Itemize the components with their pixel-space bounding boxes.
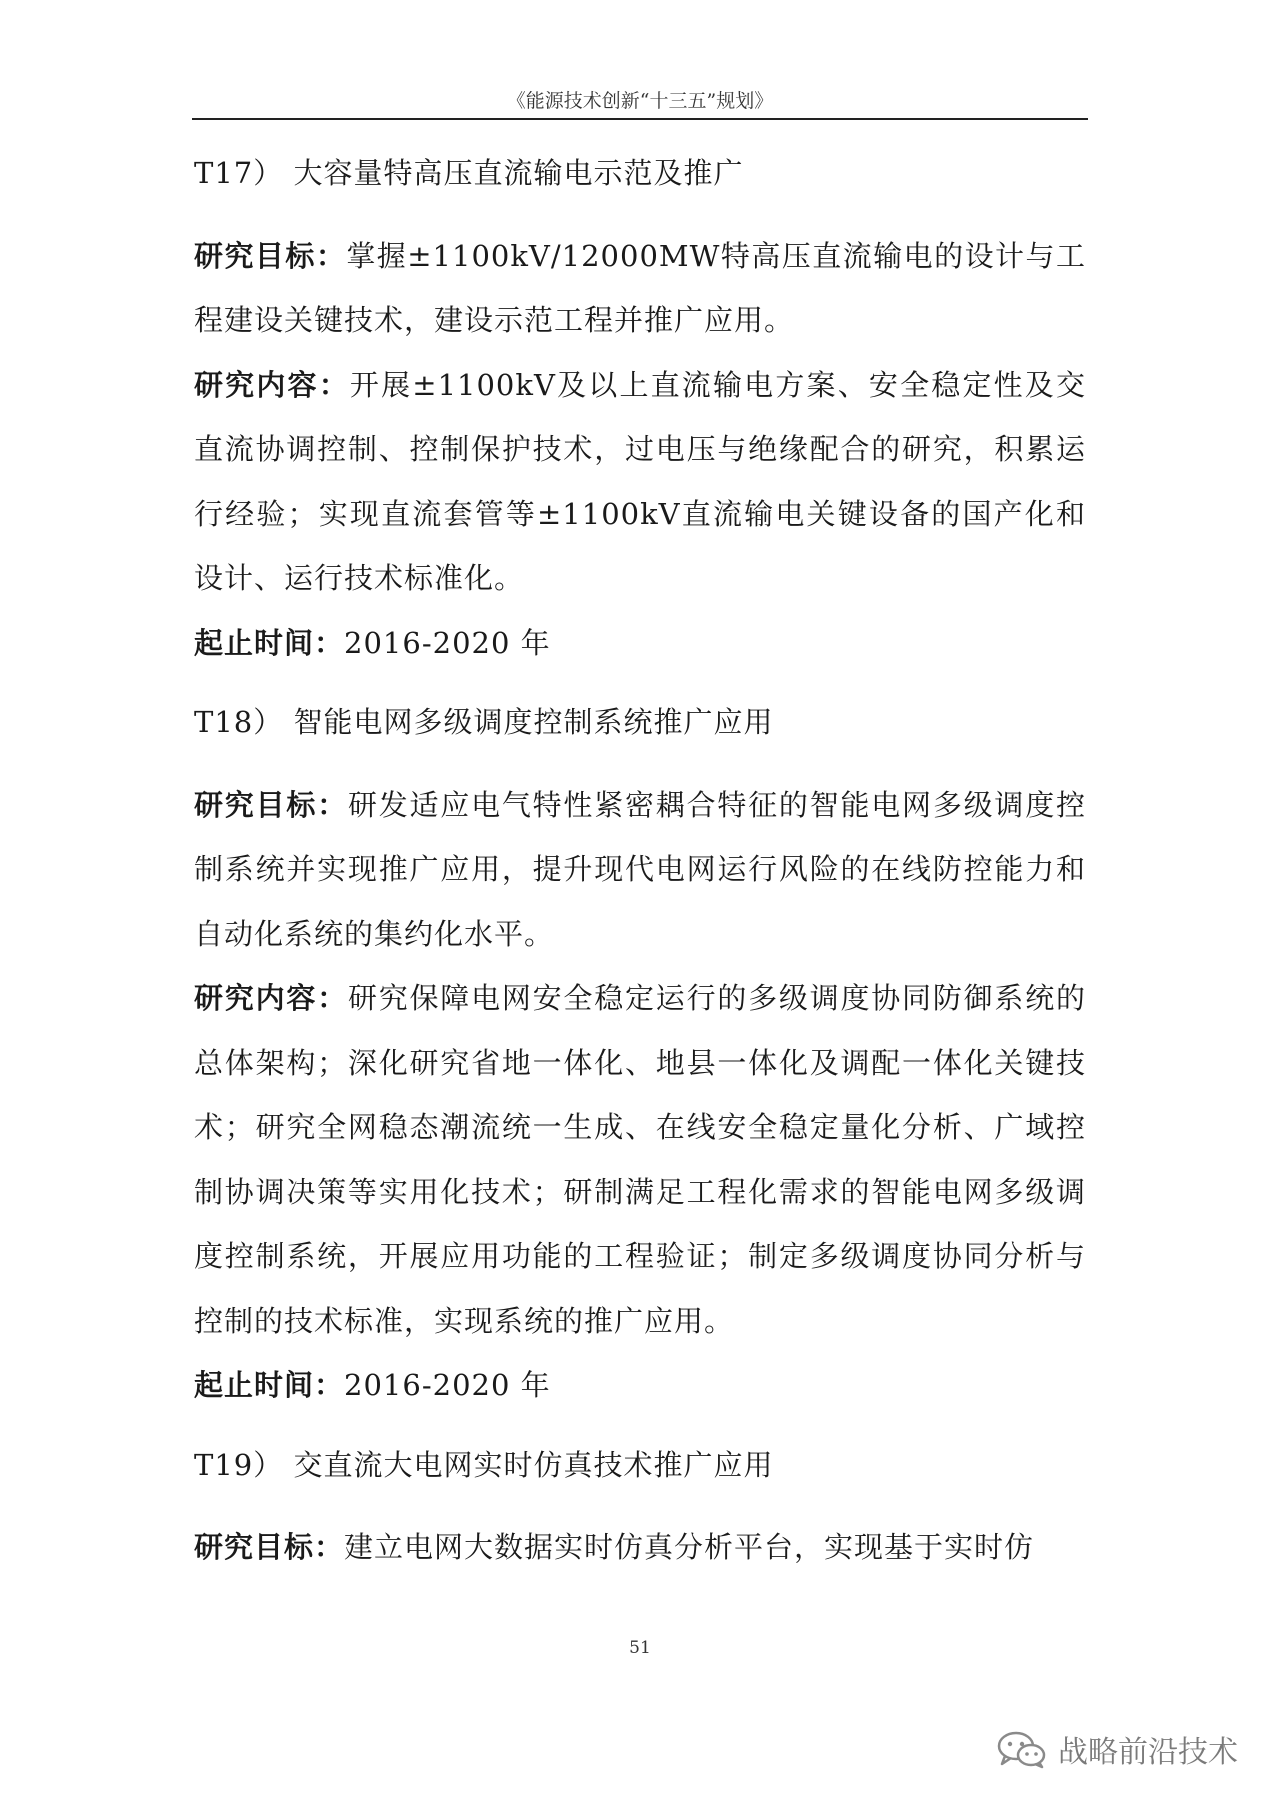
research-goal-text: 掌握±1100kV/12000MW特高压直流输电的设计与工程建设关键技术，建设示范工程并推广应用。 (194, 238, 1086, 337)
section-t18 (194, 701, 1086, 1418)
research-content (194, 966, 1086, 1353)
watermark (996, 1727, 1238, 1771)
section-t17 (194, 152, 1086, 675)
wechat-icon (996, 1729, 1048, 1769)
section-heading: T17） 大容量特高压直流输电示范及推广 (194, 156, 744, 190)
research-goal-text: 建立电网大数据实时仿真分析平台，实现基于实时仿 (344, 1530, 1035, 1564)
section-heading: T19） 交直流大电网实时仿真技术推广应用 (194, 1447, 774, 1482)
research-goal-text: 研发适应电气特性紧密耦合特征的智能电网多级调度控制系统并实现推广应用，提升现代电网运行风险的在线防控能力和自动化系统的集约化水平。 (194, 787, 1086, 951)
research-period-label: 起止时间： (194, 1368, 345, 1402)
research-period-text: 2016-2020 年 (344, 625, 551, 660)
document-header: 《能源技术创新“十三五”规划》 (506, 90, 774, 112)
header-rule (192, 118, 1088, 120)
research-goal (194, 773, 1086, 967)
research-goal (194, 1515, 1086, 1580)
research-goal-label: 研究目标： (194, 787, 348, 822)
research-content-label: 研究内容： (194, 367, 350, 402)
research-period-text: 2016-2020 年 (344, 1368, 551, 1402)
research-content-text: 开展±1100kV及以上直流输电方案、安全稳定性及交直流协调控制、控制保护技术，过电压与绝缘配合的研究，积累运行经验；实现直流套管等±1100kV直流输电关键设备的国产化和设计、运行技术标准化。 (194, 367, 1086, 595)
research-goal-label: 研究目标： (194, 1530, 345, 1564)
research-goal-label: 研究目标： (194, 238, 347, 273)
research-content-text: 研究保障电网安全稳定运行的多级调度协同防御系统的总体架构；深化研究省地一体化、地县一体化及调配一体化关键技术；研究全网稳态潮流统一生成、在线安全稳定量化分析、广域控制协调决策等实用化技术；研制满足工程化需求的智能电网多级调度控制系统，开展应用功能的工程验证；制定多级调度协同分析与控制的技术标准，实现系统的推广应用。 (194, 981, 1086, 1338)
research-period (194, 1353, 1086, 1418)
section-heading: T18） 智能电网多级调度控制系统推广应用 (194, 705, 774, 739)
watermark-text: 战略前沿技术 (1058, 1735, 1238, 1770)
research-goal (194, 224, 1086, 353)
page-content (194, 152, 1086, 1580)
section-t19 (194, 1444, 1086, 1580)
page-number: 51 (629, 1638, 651, 1658)
research-content-label: 研究内容： (194, 981, 348, 1015)
research-period (194, 611, 1086, 676)
research-period-label: 起止时间： (194, 625, 345, 660)
research-content (194, 353, 1086, 611)
